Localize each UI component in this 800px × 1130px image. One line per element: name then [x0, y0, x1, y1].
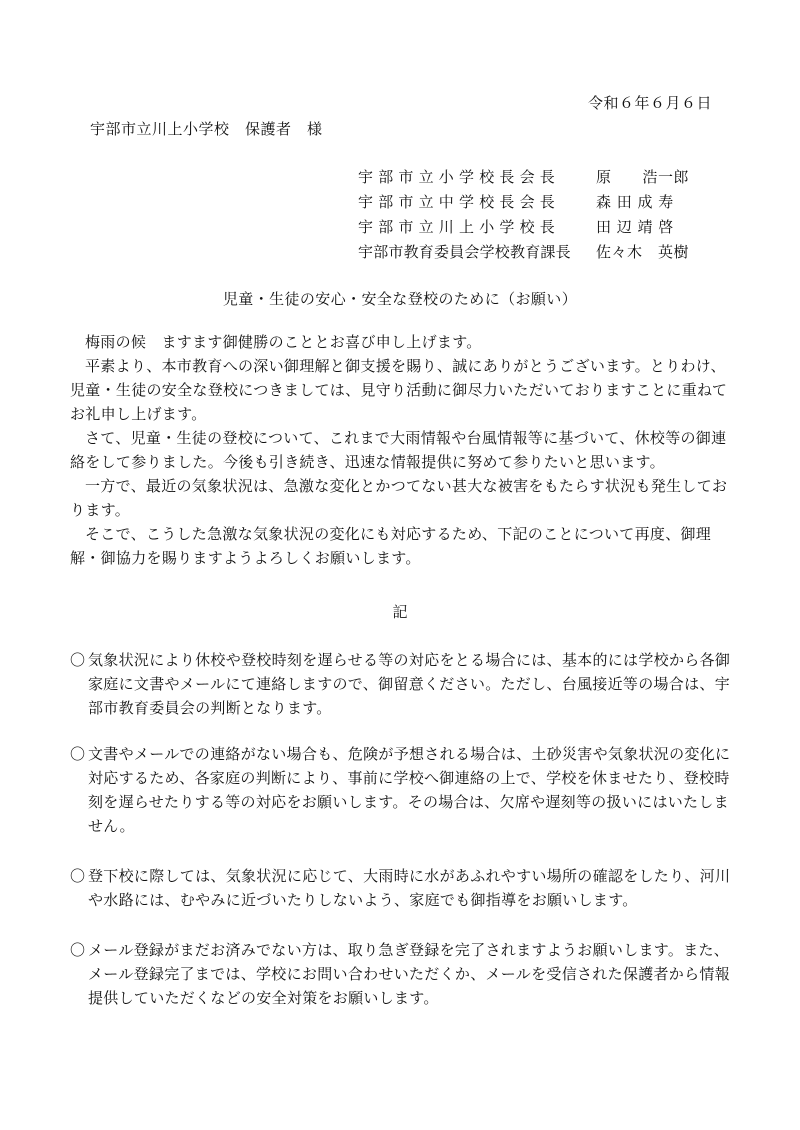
- body-paragraph: 平素より、本市教育への深い御理解と御支援を賜り、誠にありがとうございます。とりわけ、児童・生徒の安全な登校につきましては、見守り活動に御尽力いただいておりますことに重ねてお礼申し上げます。: [70, 357, 728, 423]
- body-paragraph: さて、児童・生徒の登校について、これまで大雨情報や台風情報等に基づいて、休校等の御連絡をして参りました。今後も引き続き、迅速な情報提供に努めて参りたいと思います。: [70, 429, 727, 471]
- ki-heading: 記: [392, 603, 408, 621]
- sender-line: [358, 239, 689, 264]
- document-date: 令和６年６月６日: [587, 94, 712, 112]
- circle-bullet-icon: 〇: [70, 867, 86, 885]
- notice-item-text: 文書やメールでの連絡がない場合も、危険が予想される場合は、土砂災害や気象状況の変化に対応するため、各家庭の判断により、事前に学校へ御連絡の上で、学校を休ませたり、登校時刻を遅らせたりする等の対応をお願いします。その場合は、欠席や遅刻等の扱いにはいたしません。: [88, 745, 731, 835]
- greeting-paragraph: 梅雨の候 ますます御健勝のこととお喜び申し上げます。: [85, 333, 482, 351]
- notice-item: [70, 938, 732, 1010]
- sender-org: 宇部市立小学校長会長: [358, 168, 561, 186]
- sender-org: 宇部市教育委員会学校教育課長: [358, 243, 571, 261]
- sender-name: 田 辺 靖 啓: [596, 218, 674, 236]
- addressee: 宇部市立川上小学校 保護者 様: [90, 120, 323, 138]
- notice-item-text: 登下校に際しては、気象状況に応じて、大雨時に水があふれやすい場所の確認をしたり、河川や水路には、むやみに近づいたりしないよう、家庭でも御指導をお願いします。: [88, 867, 731, 909]
- notice-item-text: 気象状況により休校や登校時刻を遅らせる等の対応をとる場合には、基本的には学校から各御家庭に文書やメールにて連絡しますので、御留意ください。ただし、台風接近等の場合は、宇部市教育委員会の判断となります。: [88, 651, 731, 717]
- notice-item-text: メール登録がまだお済みでない方は、取り急ぎ登録を完了されますようお願いします。また、メール登録完了までは、学校にお問い合わせいただくか、メールを受信された保護者から情報提供していただくなどの安全対策をお願いします。: [88, 941, 731, 1007]
- body-text: [70, 330, 732, 570]
- body-paragraph: そこで、こうした急激な気象状況の変化にも対応するため、下記のことについて再度、御理解・御協力を賜りますようよろしくお願いします。: [70, 525, 712, 567]
- sender-line: [358, 164, 689, 189]
- circle-bullet-icon: 〇: [70, 941, 86, 959]
- document-title: 児童・生徒の安心・安全な登校のために（お願い）: [222, 290, 578, 308]
- circle-bullet-icon: 〇: [70, 745, 86, 763]
- sender-name: 原 浩一郎: [596, 168, 690, 186]
- sender-org: 宇部市立中学校長会長: [358, 193, 561, 211]
- sender-line: [358, 214, 689, 239]
- notice-item: [70, 864, 732, 912]
- circle-bullet-icon: 〇: [70, 651, 86, 669]
- sender-line: [358, 189, 689, 214]
- sender-org: 宇部市立川上小学校長: [358, 218, 561, 236]
- body-paragraph: 一方で、最近の気象状況は、急激な変化とかつてない甚大な被害をもたらす状況も発生しております。: [70, 477, 728, 519]
- sender-name: 佐々木 英樹: [596, 243, 690, 261]
- sender-block: [358, 164, 689, 264]
- notice-item: [70, 742, 732, 838]
- sender-name: 森 田 成 寿: [596, 193, 674, 211]
- notice-item: [70, 648, 732, 720]
